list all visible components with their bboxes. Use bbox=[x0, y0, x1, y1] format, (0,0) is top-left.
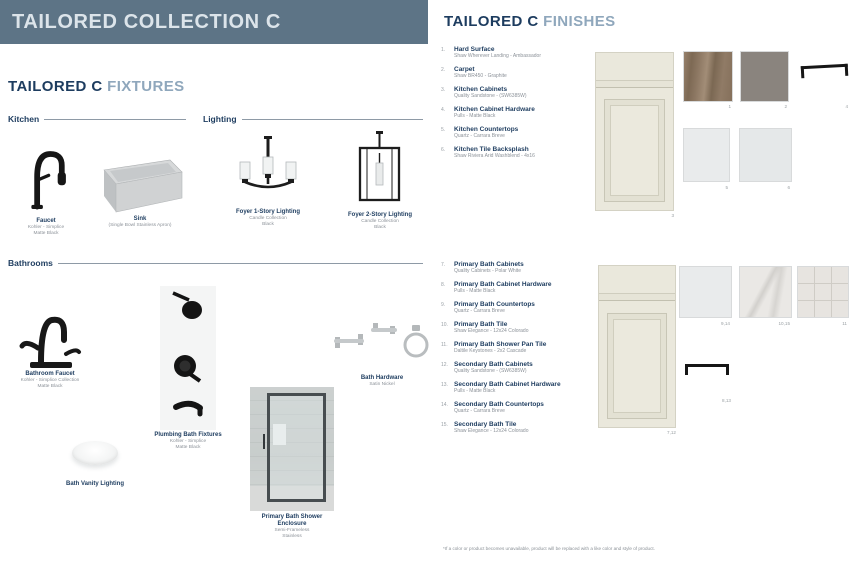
item-number: 13. bbox=[441, 382, 448, 388]
item-number: 8. bbox=[441, 282, 446, 288]
finish-item-primary-bath-countertops bbox=[441, 301, 596, 314]
plumbing-fixtures-panel bbox=[160, 286, 216, 430]
item-number: 12. bbox=[441, 362, 448, 368]
cabinet-door-panel bbox=[604, 99, 666, 203]
bath-cabinet-pull-icon bbox=[685, 364, 729, 375]
finish-item-carpet bbox=[441, 66, 596, 79]
bath-tile-swatch bbox=[739, 266, 792, 318]
lighting-section-rule bbox=[242, 119, 423, 120]
kitchen-cabinet-door-sample bbox=[595, 52, 674, 211]
caption-title: Bath Hardware bbox=[360, 375, 404, 381]
caption-sub: Matte Black bbox=[33, 230, 59, 236]
item-spec: Shaw Elegance - 12x24 Colorado bbox=[454, 327, 529, 334]
item-title: Primary Bath Cabinets bbox=[454, 261, 524, 268]
item-number: 1. bbox=[441, 47, 446, 53]
finishes-heading bbox=[444, 13, 616, 30]
item-title: Primary Bath Cabinet Hardware bbox=[454, 281, 552, 288]
bathrooms-section-label: Bathrooms bbox=[8, 258, 53, 268]
caption-sub: Satin Nickel bbox=[369, 382, 395, 387]
caption-sub: Stainless bbox=[282, 533, 302, 539]
item-spec: Pulls - Matte Black bbox=[454, 387, 496, 394]
item-number: 9. bbox=[441, 302, 446, 308]
item-spec: Daltile Keystones - 2x2 Cascade bbox=[454, 347, 527, 354]
bath-cabinet-door-sample bbox=[598, 265, 676, 428]
kitchen-faucet-caption bbox=[14, 218, 78, 236]
swatch-label-shower-pan-tile: 11 bbox=[842, 321, 847, 326]
shower-fixtures-icon bbox=[160, 286, 216, 430]
fixtures-heading-strong: TAILORED C bbox=[8, 78, 103, 95]
finish-item-kitchen-cabinets bbox=[441, 86, 596, 99]
disclaimer-footnote: *If a color or product becomes unavailable, product will be replaced with a like color and style of product. bbox=[443, 546, 655, 551]
shower-enclosure-photo bbox=[250, 387, 334, 511]
foyer-1-story-light-icon bbox=[237, 136, 299, 204]
shower-pan-tile-swatch bbox=[797, 266, 849, 318]
kitchen-backsplash-swatch bbox=[739, 128, 792, 182]
item-title: Kitchen Tile Backsplash bbox=[454, 146, 529, 153]
item-number: 10. bbox=[441, 322, 448, 328]
caption-title: Foyer 2-Story Lighting bbox=[347, 212, 412, 218]
item-number: 14. bbox=[441, 402, 448, 408]
swatch-label-cabinet: 3 bbox=[671, 213, 674, 218]
item-title: Kitchen Cabinets bbox=[454, 86, 508, 93]
item-number: 5. bbox=[441, 127, 446, 133]
kitchen-section-label: Kitchen bbox=[8, 114, 40, 124]
item-number: 11. bbox=[441, 342, 448, 348]
lighting-section-label: Lighting bbox=[203, 114, 237, 124]
caption-title: Bathroom Faucet bbox=[25, 371, 75, 377]
item-title: Carpet bbox=[454, 66, 475, 73]
shower-door-handle bbox=[263, 434, 265, 449]
foyer-1-story-caption bbox=[224, 209, 312, 227]
finish-item-kitchen-cabinet-hardware bbox=[441, 106, 596, 119]
swatch-label-hard-surface: 1 bbox=[728, 104, 731, 109]
item-spec: Shaw Riviera Arid Washblend - 4x16 bbox=[454, 152, 535, 159]
swatch-label-kitchen-hardware: 4 bbox=[845, 104, 848, 109]
fixtures-heading-light: FIXTURES bbox=[107, 78, 185, 95]
finish-item-primary-bath-shower-pan-tile bbox=[441, 341, 596, 354]
caption-sub: Kohler - Simplice bbox=[27, 225, 65, 230]
caption-sub: Kohler - Simplice Collection bbox=[20, 378, 80, 383]
item-title: Primary Bath Shower Pan Tile bbox=[454, 341, 547, 348]
finish-item-secondary-bath-cabinets bbox=[441, 361, 596, 374]
caption-sub: Kohler - Simplice bbox=[169, 439, 207, 444]
collection-banner bbox=[0, 0, 428, 44]
item-spec: Shaw Wherever Landing - Ambassador bbox=[454, 52, 541, 59]
item-spec: Shaw BR450 - Graphite bbox=[454, 72, 507, 79]
bath-countertop-swatch bbox=[679, 266, 732, 318]
caption-sub: Black bbox=[374, 224, 386, 230]
caption-title: Plumbing Bath Fixtures bbox=[154, 432, 222, 438]
item-title: Secondary Bath Tile bbox=[454, 421, 517, 428]
caption-title: Faucet bbox=[36, 218, 56, 224]
bath-vanity-light-icon bbox=[72, 441, 118, 465]
swatch-label-countertop: 5 bbox=[725, 185, 728, 190]
item-spec: Quartz - Carrara Breve bbox=[454, 307, 505, 314]
foyer-2-story-light-icon bbox=[352, 131, 407, 207]
item-title: Kitchen Countertops bbox=[454, 126, 519, 133]
shower-glass-panel bbox=[267, 393, 327, 502]
kitchen-section-header bbox=[8, 114, 186, 124]
item-spec: Quality Cabinets - Polar White bbox=[454, 267, 521, 274]
item-number: 6. bbox=[441, 147, 446, 153]
fixtures-heading bbox=[8, 78, 185, 95]
kitchen-countertop-swatch bbox=[683, 128, 730, 182]
swatch-label-bath-tile: 10,15 bbox=[778, 321, 790, 326]
swatch-label-bath-hardware: 8,13 bbox=[722, 398, 731, 403]
bathroom-faucet-icon bbox=[18, 292, 82, 370]
caption-title: Foyer 1-Story Lighting bbox=[235, 209, 300, 215]
item-number: 7. bbox=[441, 262, 446, 268]
foyer-2-story-caption bbox=[337, 212, 423, 230]
lighting-section-header bbox=[203, 114, 423, 124]
caption-title: Bath Vanity Lighting bbox=[66, 481, 124, 487]
finishes-heading-strong: TAILORED C bbox=[444, 13, 539, 30]
hard-surface-swatch bbox=[683, 51, 733, 102]
item-spec: Quality Sandstone - (SW6385W) bbox=[454, 367, 527, 374]
plumbing-fixtures-caption bbox=[140, 432, 236, 450]
item-number: 2. bbox=[441, 67, 446, 73]
caption-sub: Candle Collection bbox=[361, 219, 399, 224]
swatch-label-bath-countertops: 9,14 bbox=[721, 321, 730, 326]
swatch-label-bath-cabinets: 7,12 bbox=[667, 430, 676, 435]
caption-title: Primary Bath Shower bbox=[261, 514, 323, 520]
finishes-heading-light: FINISHES bbox=[543, 13, 616, 30]
bathroom-faucet-caption bbox=[8, 371, 92, 389]
finish-item-secondary-bath-countertops bbox=[441, 401, 596, 414]
bath-hardware-caption bbox=[345, 375, 419, 388]
item-spec: Quartz - Carrara Breve bbox=[454, 407, 505, 414]
finish-item-kitchen-countertops bbox=[441, 126, 596, 139]
finish-item-secondary-bath-tile bbox=[441, 421, 596, 434]
bath-finishes-list bbox=[441, 261, 596, 441]
cabinet-door-panel bbox=[607, 313, 668, 419]
item-title: Kitchen Cabinet Hardware bbox=[454, 106, 535, 113]
item-spec: Pulls - Matte Black bbox=[454, 112, 496, 119]
kitchen-section-rule bbox=[44, 119, 186, 120]
item-title: Secondary Bath Cabinets bbox=[454, 361, 533, 368]
caption-sub: (Single Bowl Stainless Apron) bbox=[108, 223, 172, 228]
caption-sub: Matte Black bbox=[175, 444, 201, 450]
finish-item-kitchen-backsplash bbox=[441, 146, 596, 159]
item-number: 15. bbox=[441, 422, 448, 428]
finish-item-hard-surface bbox=[441, 46, 596, 59]
item-title: Primary Bath Tile bbox=[454, 321, 508, 328]
bathrooms-section-header bbox=[8, 258, 423, 268]
kitchen-finishes-list bbox=[441, 46, 596, 166]
item-number: 3. bbox=[441, 87, 446, 93]
cabinet-drawer-front bbox=[596, 80, 673, 88]
finish-item-primary-bath-cabinet-hardware bbox=[441, 281, 596, 294]
item-title: Secondary Bath Countertops bbox=[454, 401, 544, 408]
kitchen-sink-caption bbox=[92, 216, 188, 229]
caption-sub: Candle Collection bbox=[249, 216, 287, 221]
item-title: Primary Bath Countertops bbox=[454, 301, 535, 308]
finish-item-primary-bath-tile bbox=[441, 321, 596, 334]
finish-item-secondary-bath-cabinet-hardware bbox=[441, 381, 596, 394]
kitchen-faucet-icon bbox=[24, 138, 70, 216]
collection-title: TAILORED COLLECTION C bbox=[12, 10, 281, 33]
caption-sub: Semi-Frameless bbox=[274, 528, 310, 533]
cabinet-drawer-front bbox=[599, 293, 675, 301]
shower-enclosure-caption bbox=[246, 514, 338, 539]
caption-title: Enclosure bbox=[277, 521, 307, 527]
farmhouse-sink-icon bbox=[100, 158, 184, 214]
swatch-label-backsplash: 6 bbox=[787, 185, 790, 190]
item-title: Secondary Bath Cabinet Hardware bbox=[454, 381, 561, 388]
bath-vanity-caption bbox=[56, 481, 134, 488]
carpet-swatch bbox=[740, 51, 789, 102]
caption-title: Sink bbox=[133, 216, 147, 222]
bath-hardware-icon bbox=[333, 323, 429, 365]
item-spec: Shaw Elegance - 12x24 Colorado bbox=[454, 427, 529, 434]
bathrooms-section-rule bbox=[58, 263, 423, 264]
caption-sub: Matte Black bbox=[37, 383, 63, 389]
item-spec: Pulls - Matte Black bbox=[454, 287, 496, 294]
item-spec: Quartz - Carrara Breve bbox=[454, 132, 505, 139]
caption-sub: Black bbox=[262, 221, 274, 227]
finish-item-primary-bath-cabinets bbox=[441, 261, 596, 274]
cabinet-pull-icon bbox=[801, 64, 849, 78]
item-number: 4. bbox=[441, 107, 446, 113]
item-spec: Quality Sandstone - (SW6385W) bbox=[454, 92, 527, 99]
swatch-label-carpet: 2 bbox=[784, 104, 787, 109]
item-title: Hard Surface bbox=[454, 46, 495, 53]
